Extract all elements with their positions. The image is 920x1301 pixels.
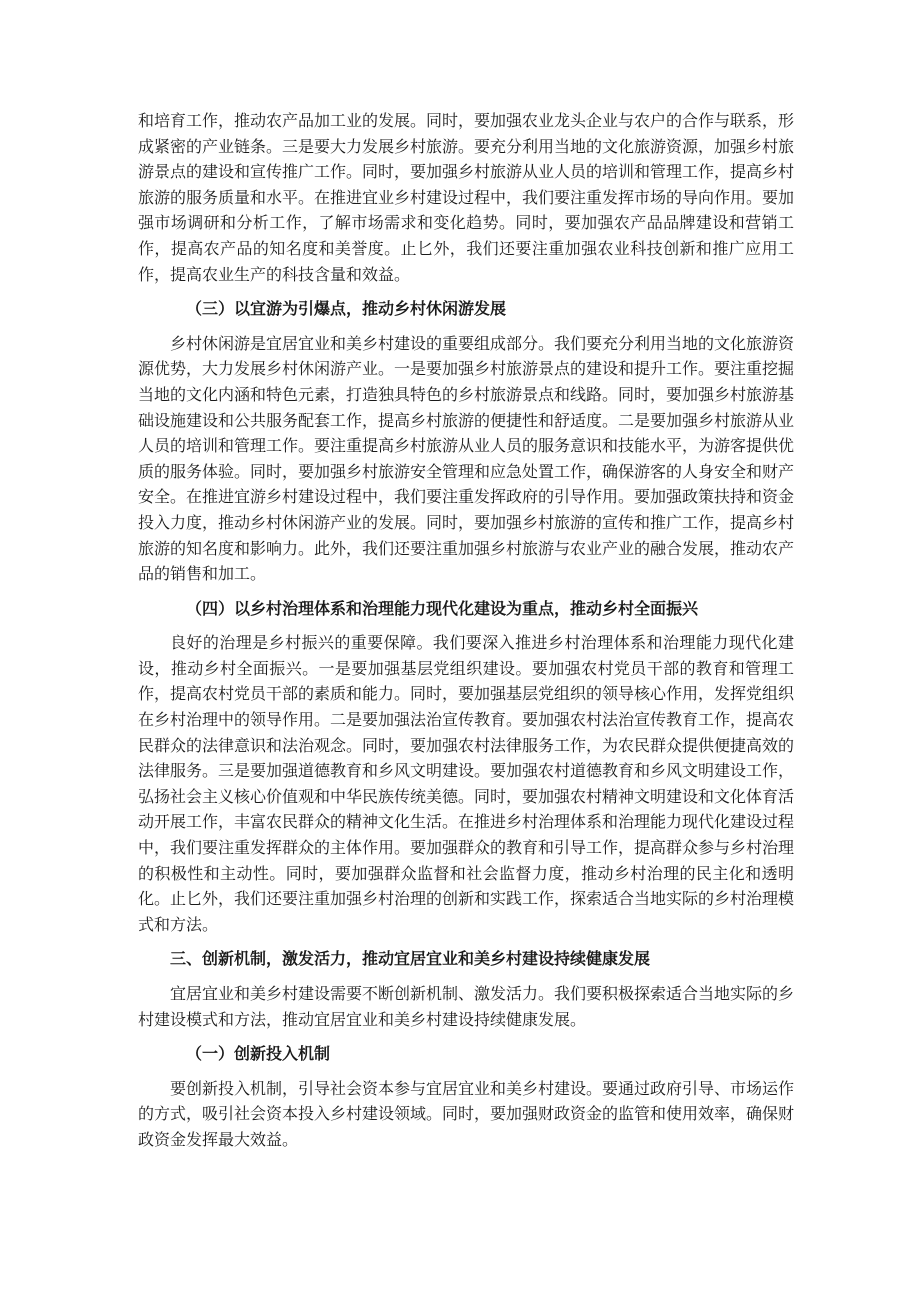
section-heading-1: （一）创新投入机制: [186, 1044, 331, 1064]
chapter-heading-3: 三、创新机制，激发活力，推动宜居宜业和美乡村建设持续健康发展: [170, 949, 651, 969]
paragraph-rural-governance: 良好的治理是乡村振兴的重要保障。我们要深入推进乡村治理体系和治理能力现代化建设，推动乡村全面振兴。一是要加强基层党组织建设。要加强农村党员干部的教育和管理工作，提高农村党员干部的素质和能力。同时，要加强基层党组织的领导核心作用，发挥党组织在乡村治理中的领导作用。二是要加强法治宣传教育。要加强农村法治宣传教育工作，提高农民群众的法律意识和法治观念。同时，要加强农村法律服务工作，为农民群众提供便捷高效的法律服务。三是要加强道德教育和乡风文明建设。要加强农村道德教育和乡风文明建设工作，弘扬社会主义核心价值观和中华民族传统美德。同时，要加强农村精神文明建设和文化体育活动开展工作，丰富农民群众的精神文化生活。在推进乡村治理体系和治理能力现代化建设过程中，我们要注重发挥群众的主体作用。要加强群众的教育和引导工作，提高群众参与乡村治理的积极性和主动性。同时，要加强群众监督和社会监督力度，推动乡村治理的民主化和透明化。止匕外，我们还要注重加强乡村治理的创新和实践工作，探索适合当地实际的乡村治理模式和方法。: [138, 633, 795, 934]
paragraph-continuation: 和培育工作，推动农产品加工业的发展。同时，要加强农业龙头企业与农户的合作与联系，形成紧密的产业链条。三是要大力发展乡村旅游。要充分利用当地的文化旅游资源，加强乡村旅游景点的建设和宣传推广工作。同时，要加强乡村旅游从业人员的培训和管理工作，提高乡村旅游的服务质量和水平。在推进宜业乡村建设过程中，我们要注重发挥市场的导向作用。要加强市场调研和分析工作，了解市场需求和变化趋势。同时，要加强农产品品牌建设和营销工作，提高农产品的知名度和美誉度。止匕外，我们还要注重加强农业科技创新和推广应用工作，提高农业生产的科技含量和效益。: [138, 111, 795, 284]
document-page: [138, 108, 794, 1153]
section-heading-3: （三）以宜游为引爆点，推动乡村休闲游发展: [186, 299, 507, 319]
paragraph-investment-mechanism: 要创新投入机制，引导社会资本参与宜居宜业和美乡村建设。要通过政府引导、市场运作的方式，吸引社会资本投入乡村建设领域。同时，要加强财政资金的监管和使用效率，确保财政资金发挥最大效益。: [138, 1078, 795, 1149]
paragraph-rural-leisure-tourism: 乡村休闲游是宜居宜业和美乡村建设的重要组成部分。我们要充分利用当地的文化旅游资源优势，大力发展乡村休闲游产业。一是要加强乡村旅游景点的建设和提升工作。要注重挖掘当地的文化内涵和特色元素，打造独具特色的乡村旅游景点和线路。同时，要加强乡村旅游基础设施建设和公共服务配套工作，提高乡村旅游的便捷性和舒适度。二是要加强乡村旅游从业人员的培训和管理工作。要注重提高乡村旅游从业人员的服务意识和技能水平，为游客提供优质的服务体验。同时，要加强乡村旅游安全管理和应急处置工作，确保游客的人身安全和财产安全。在推进宜游乡村建设过程中，我们要注重发挥政府的引导作用。要加强政策扶持和资金投入力度，推动乡村休闲游产业的发展。同时，要加强乡村旅游的宣传和推广工作，提高乡村旅游的知名度和影响力。此外，我们还要注重加强乡村旅游与农业产业的融合发展，推动农产品的销售和加工。: [138, 333, 795, 584]
paragraph-innovation-mechanism: 宜居宜业和美乡村建设需要不断创新机制、激发活力。我们要积极探索适合当地实际的乡村建设模式和方法，推动宜居宜业和美乡村建设持续健康发展。: [138, 984, 795, 1029]
section-heading-4: （四）以乡村治理体系和治理能力现代化建设为重点，推动乡村全面振兴: [186, 598, 699, 618]
